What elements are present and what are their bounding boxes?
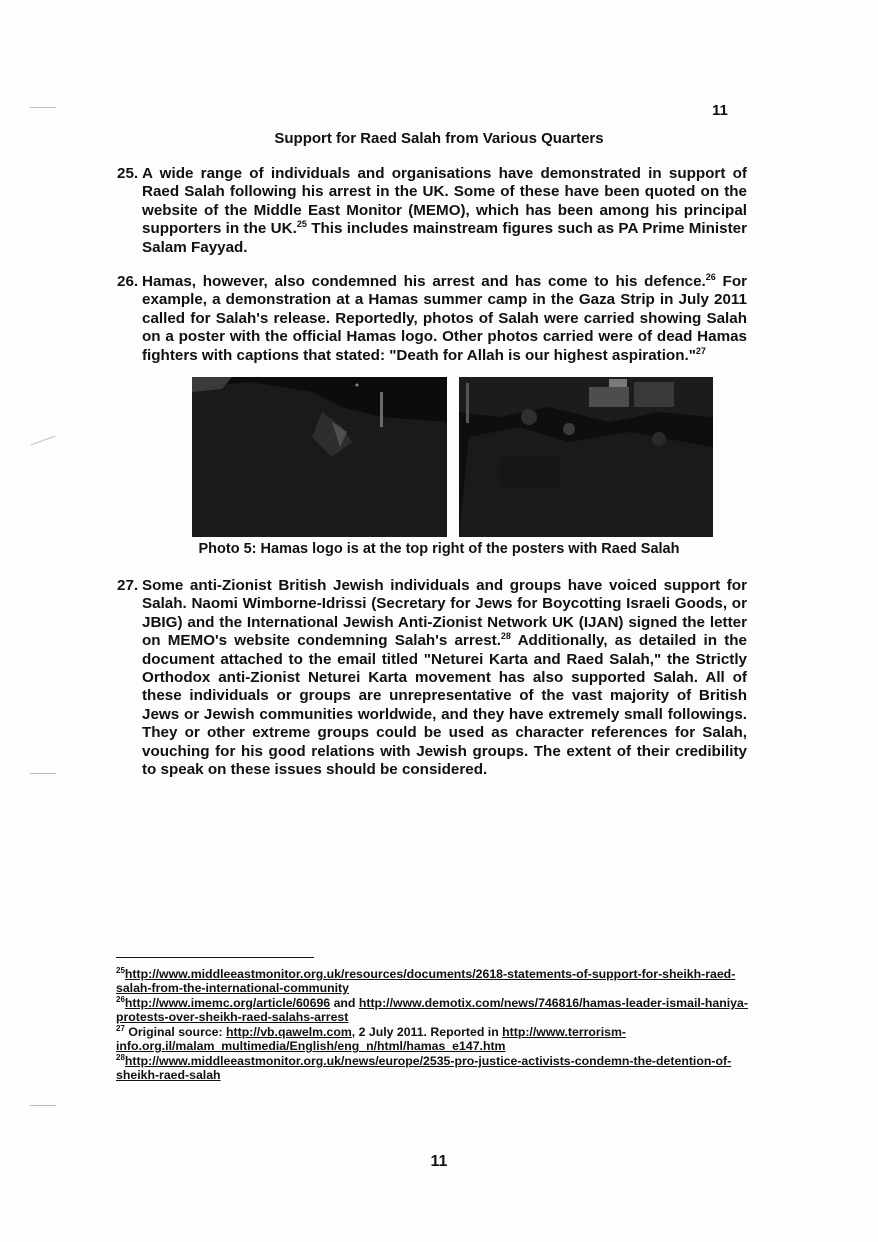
photo-right <box>459 377 713 537</box>
paragraph-number: 26. <box>117 273 139 290</box>
footnote-ref: 26 <box>705 271 716 282</box>
footnote-link[interactable]: http://www.terrorism-info.org.il/malam_multimedia/English/eng_n/html/hamas_e147.htm <box>116 1025 627 1054</box>
photo-left <box>192 377 447 537</box>
paragraph-segment: For example, a demonstration at a Hamas summer camp in the Gaza Strip in July 2011 called for Salah's release. Reportedly, photos of Salah were carried showing Salah on a poster with the official Hamas logo. Other photos carried were of dead Hamas fighters with captions that stated: "Death for Allah is our highest aspiration." <box>142 273 748 364</box>
footnote-number: 26 <box>116 994 125 1004</box>
paragraph-text <box>117 577 747 779</box>
paragraph-text <box>117 165 747 257</box>
footnote-28 <box>116 1054 756 1082</box>
footnote-link[interactable]: http://vb.qawelm.com <box>226 1025 352 1039</box>
paragraph-27 <box>117 577 747 779</box>
footnote-link[interactable]: http://www.middleeastmonitor.org.uk/news/europe/2535-pro-justice-activists-condemn-the-detention-of-sheikh-raed-salah <box>116 1054 732 1083</box>
footnote-text: Original source: <box>124 1025 227 1039</box>
footnote-link[interactable]: http://www.imemc.org/article/60696 <box>124 996 331 1010</box>
footnote-link[interactable]: http://www.demotix.com/news/746816/hamas-leader-ismail-haniya-protests-over-sheikh-raed-salahs-arrest <box>116 996 748 1025</box>
footnote-number: 27 <box>116 1023 125 1033</box>
footnote-text: and <box>330 996 359 1010</box>
section-heading: Support for Raed Salah from Various Quarters <box>274 130 604 147</box>
paragraph-segment: Some anti-Zionist British Jewish individuals and groups have voiced support for Salah. Naomi Wimborne-Idrissi (Secretary for Jews for Boycotting Israeli Goods, or JBIG) and the International Jewish Anti-Zionist Network UK (IJAN) signed the letter on MEMO's website condemning Salah's arrest. <box>142 577 747 650</box>
paragraph-segment: A wide range of individuals and organisations have demonstrated in support of Raed Salah following his arrest in the UK. Some of these have been quoted on the website of the Middle East Monitor (MEMO), which has been among his principal supporters in the UK. <box>142 165 747 238</box>
paragraph-number: 25. <box>117 165 139 182</box>
page-number-bottom: 11 <box>430 1153 448 1170</box>
footnote-link[interactable]: http://www.middleeastmonitor.org.uk/resources/documents/2618-statements-of-support-for-sheikh-raed-salah-from-the-international-community <box>116 967 736 996</box>
paragraph-26 <box>117 273 747 365</box>
paragraph-segment: This includes mainstream figures such as PA Prime Minister Salam Fayyad. <box>142 220 747 256</box>
footnote-ref: 25 <box>296 219 307 230</box>
scan-mark <box>30 1105 56 1106</box>
scan-mark <box>31 436 56 446</box>
page-number-top: 11 <box>712 102 728 119</box>
footnote-text: , 2 July 2011. Reported in <box>351 1025 503 1039</box>
footnote-ref: 27 <box>695 345 706 356</box>
scan-mark <box>30 107 56 108</box>
photo-caption: Photo 5: Hamas logo is at the top right of the posters with Raed Salah <box>198 541 680 557</box>
paragraph-25 <box>117 165 747 257</box>
footnote-rule <box>116 957 314 958</box>
footnote-ref: 28 <box>500 631 511 642</box>
paragraph-text <box>117 273 747 365</box>
paragraph-segment: Additionally, as detailed in the document attached to the email titled "Neturei Karta and Raed Salah," the Strictly Orthodox anti-Zionist Neturei Karta movement has also supported Salah. All of these individuals or groups are unrepresentative of the vast majority of British Jews or Jewish communities worldwide, and they have extremely small followings. They or other extreme groups could be used as character references for Salah, vouching for his good relations with Jewish groups. The extent of their credibility to speak on these issues should be considered. <box>142 632 747 779</box>
footnote-number: 25 <box>116 965 125 975</box>
footnote-27 <box>116 1025 756 1053</box>
scan-mark <box>30 773 56 774</box>
footnote-number: 28 <box>116 1052 125 1062</box>
footnote-26 <box>116 996 756 1024</box>
paragraph-number: 27. <box>117 577 139 594</box>
footnote-25 <box>116 967 756 995</box>
paragraph-segment: Hamas, however, also condemned his arrest and has come to his defence. <box>142 273 706 290</box>
